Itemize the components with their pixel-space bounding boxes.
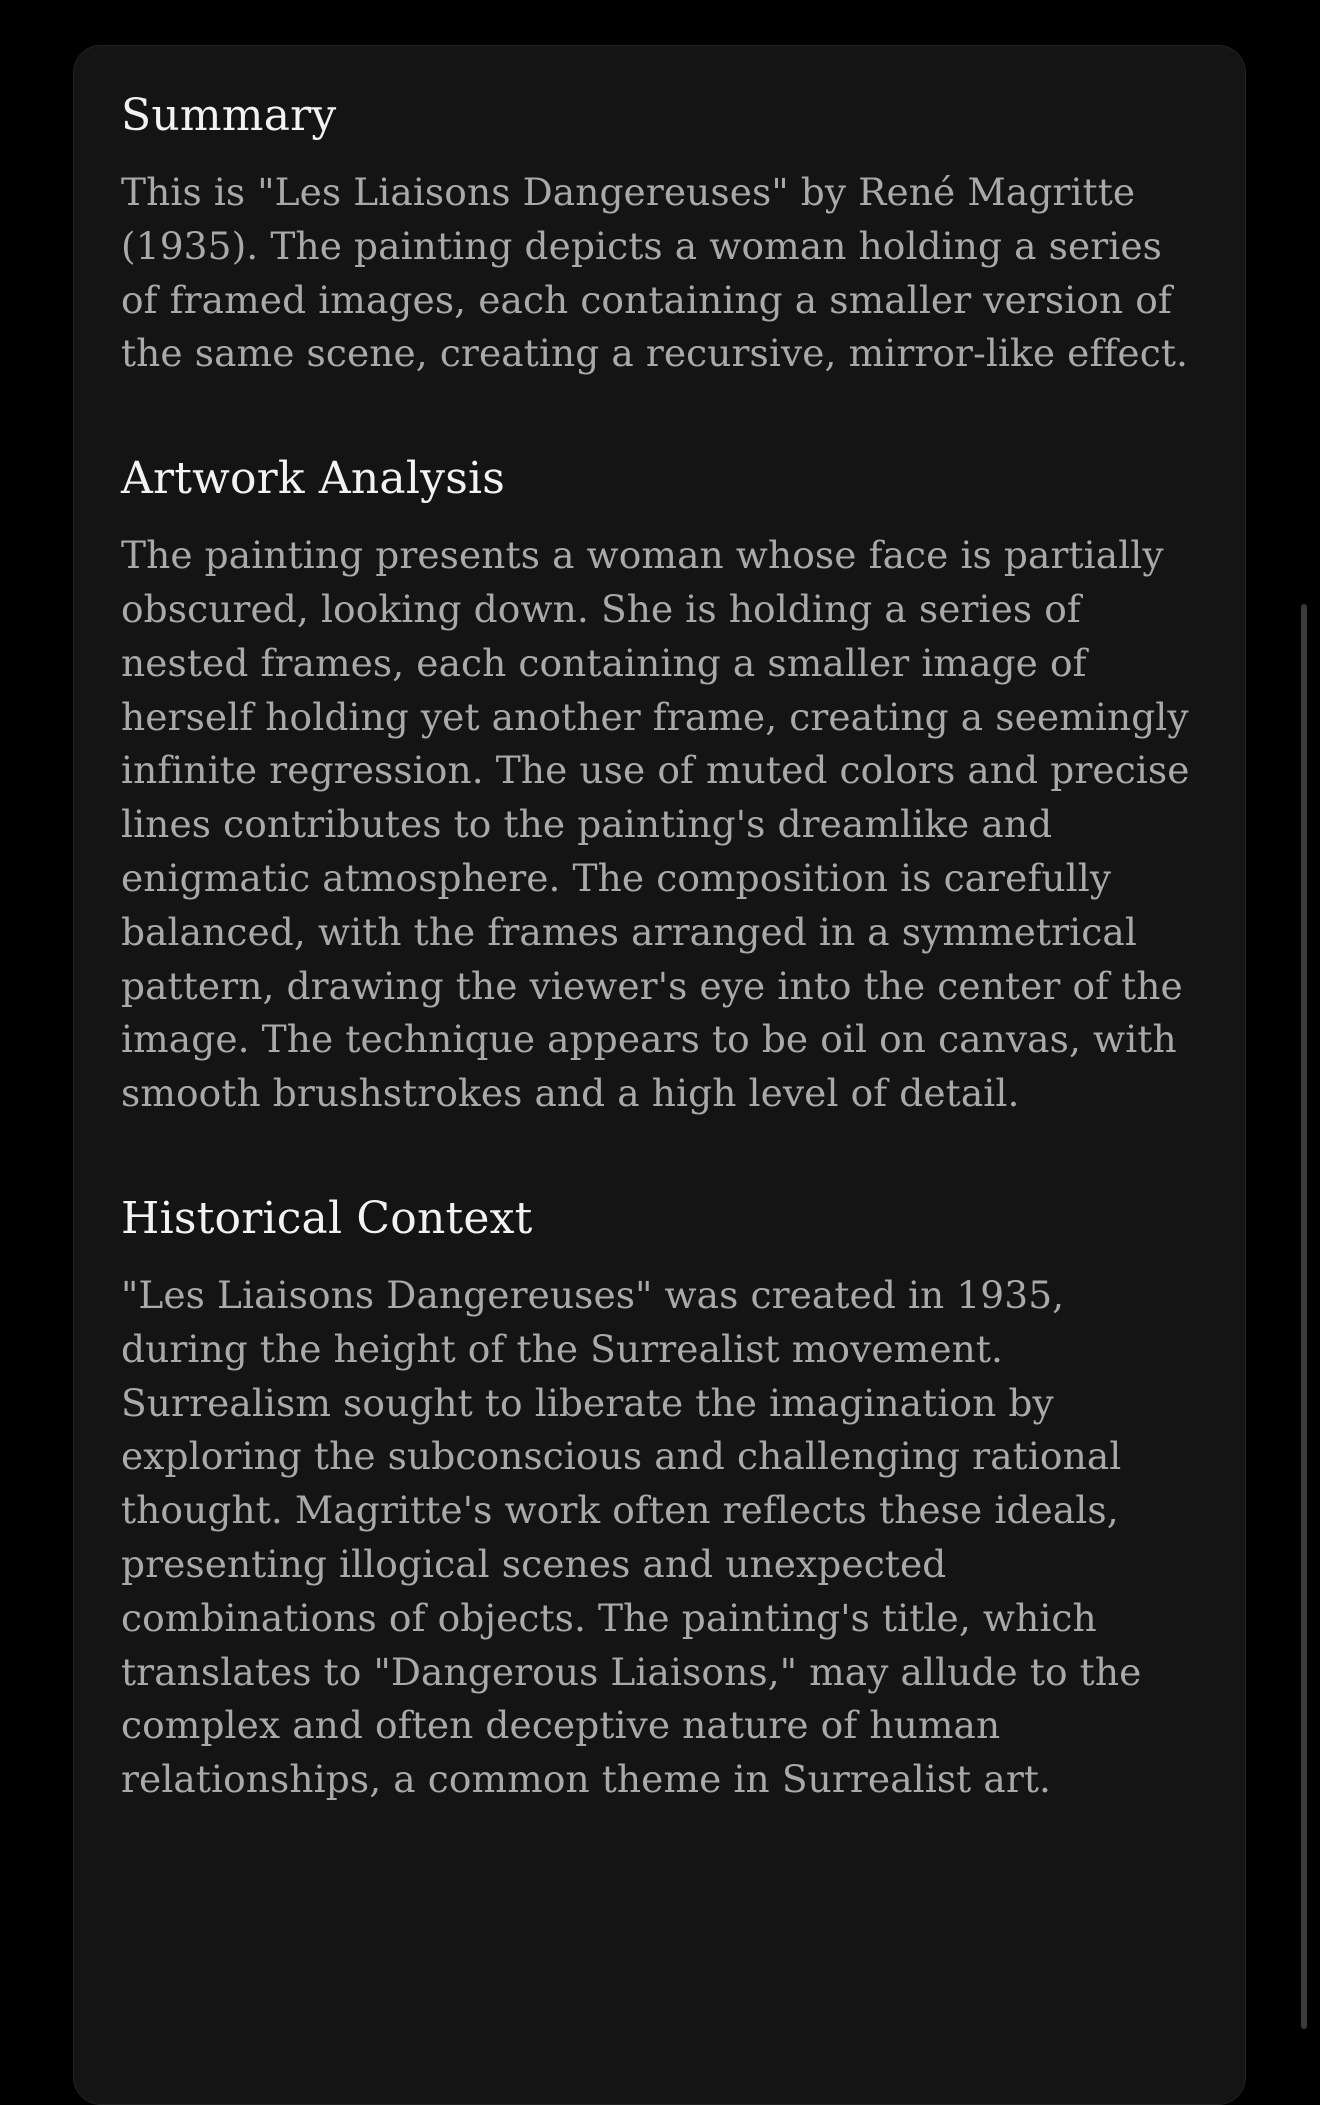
historical-context-text: "Les Liaisons Dangereuses" was created in 1935, during the height of the Surrealist movement. Surrealism sought to liberate the imagination by exploring the subconscious and challenging rational thought. Magritte's work often reflects these ideals, presenting illogical scenes and unexpected combinations of objects. The painting's title, which translates to "Dangerous Liaisons," may allude to the complex and often deceptive nature of human relationships, a common theme in Surrealist art. [121,1272,1142,1802]
scrollbar[interactable] [1301,604,1307,2029]
summary-heading: Summary [121,90,337,141]
analysis-card [73,45,1246,2105]
artwork-analysis-text: The painting presents a woman whose face is partially obscured, looking down. She is holding a series of nested frames, each containing a smaller image of herself holding yet another frame, creating a seemingly infinite regression. The use of muted colors and precise lines contributes to the painting's dreamlike and enigmatic atmosphere. The composition is carefully balanced, with the frames arranged in a symmetrical pattern, drawing the viewer's eye into the center of the image. The technique appears to be oil on canvas, with smooth brushstrokes and a high level of detail. [121,533,1190,1116]
summary-section [121,86,1193,381]
summary-text: This is "Les Liaisons Dangereuses" by René Magritte (1935). The painting depicts a woman holding a series of framed images, each containing a smaller version of the same scene, creating a recursive, mirror-like effect. [121,170,1189,376]
artwork-analysis-heading: Artwork Analysis [121,453,506,505]
artwork-analysis-section [121,449,1193,1121]
historical-context-section [121,1189,1193,1807]
historical-context-heading: Historical Context [121,1192,533,1244]
